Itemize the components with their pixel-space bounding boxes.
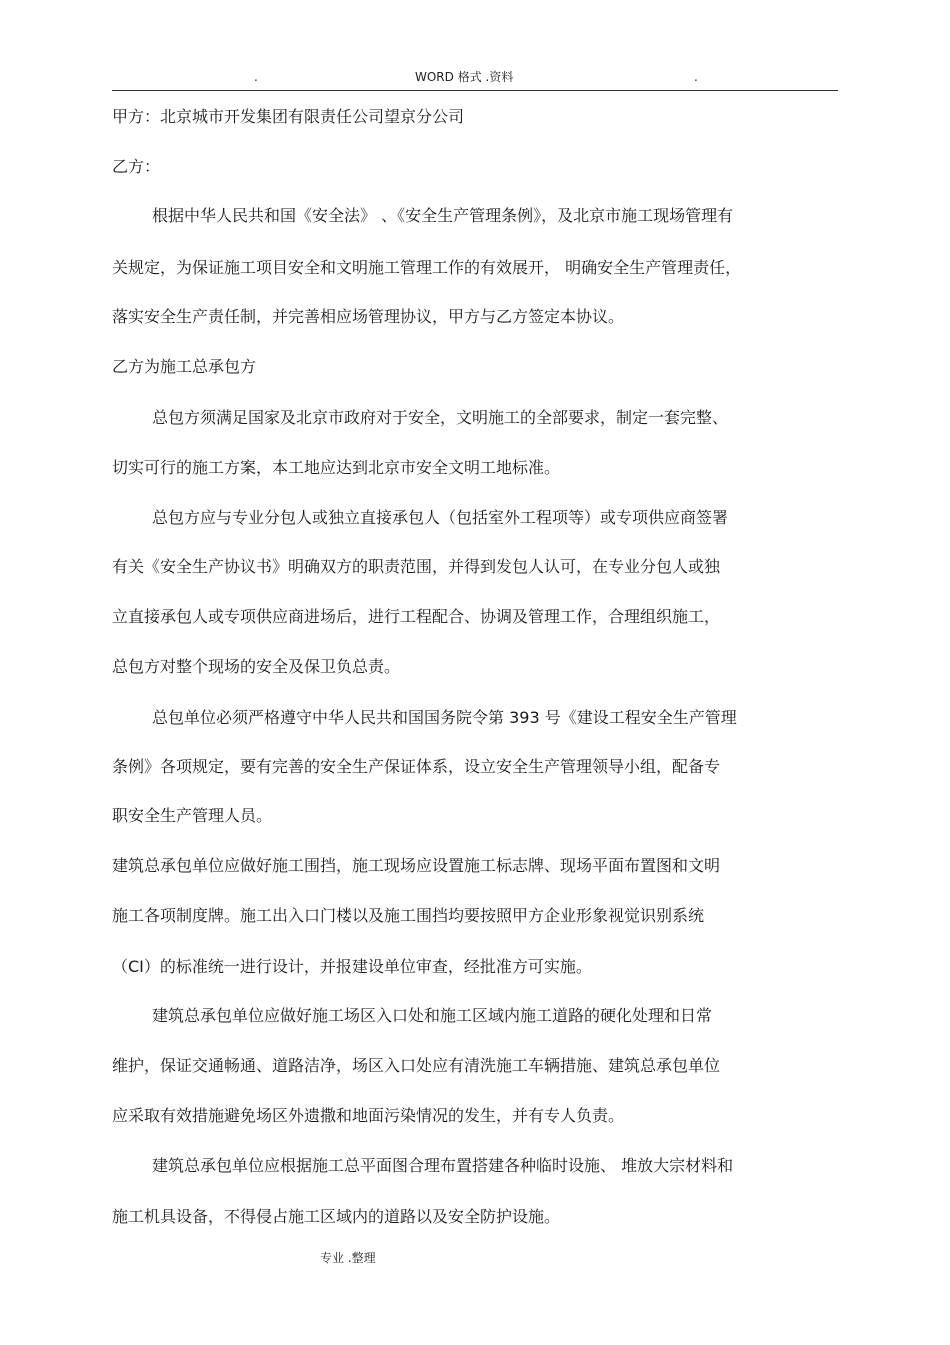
paragraph-line: 总包方须满足国家及北京市政府对于安全，文明施工的全部要求，制定一套完整、 [152,408,729,427]
paragraph-line: 根据中华人民共和国《安全法》 、《安全生产管理条例》，及北京市施工现场管理有 [152,206,734,225]
paragraph-line: （CI）的标准统一进行设计，并报建设单位审查，经批准方可实施。 [112,957,592,976]
paragraph-line: 建筑总承包单位应做好施工场区入口处和施工区域内施工道路的硬化处理和日常 [152,1006,713,1025]
paragraph-line: 职安全生产管理人员。 [112,806,273,825]
paragraph-line: 条例》各项规定，要有完善的安全生产保证体系，设立安全生产管理领导小组，配备专 [112,757,721,776]
paragraph-line: 关规定，为保证施工项目安全和文明施工管理工作的有效展开， 明确安全生产管理责任， [112,258,742,277]
header-dot-left: . [254,70,258,84]
paragraph-line: 应采取有效措施避免场区外遗撒和地面污染情况的发生，并有专人负责。 [112,1106,625,1125]
paragraph-line: 建筑总承包单位应做好施工围挡，施工现场应设置施工标志牌、现场平面布置图和文明 [112,856,721,875]
paragraph-line: 施工各项制度牌。施工出入口门楼以及施工围挡均要按照甲方企业形象视觉识别系统 [112,906,705,925]
paragraph-line: 维护，保证交通畅通、道路洁净，场区入口处应有清洗施工车辆措施、建筑总承包单位 [112,1056,721,1075]
paragraph-line: 总包单位必须严格遵守中华人民共和国国务院令第 393 号《建设工程安全生产管理 [152,708,737,727]
header-dot-right: . [694,70,698,84]
section-heading: 乙方为施工总承包方 [112,357,257,376]
paragraph-line: 总包方对整个现场的安全及保卫负总责。 [112,657,401,676]
paragraph-line: 立直接承包人或专项供应商进场后，进行工程配合、协调及管理工作，合理组织施工， [112,607,721,626]
header-rule [112,90,838,91]
party-b-line: 乙方： [112,157,161,176]
paragraph-line: 落实安全生产责任制，并完善相应场管理协议，甲方与乙方签定本协议。 [112,307,625,326]
paragraph-line: 施工机具设备，不得侵占施工区域内的道路以及安全防护设施。 [112,1207,561,1226]
paragraph-line: 切实可行的施工方案，本工地应达到北京市安全文明工地标准。 [112,458,561,477]
paragraph-line: 总包方应与专业分包人或独立直接承包人（包括室外工程项等）或专项供应商签署 [152,508,729,527]
page-header [112,66,838,90]
paragraph-line: 有关《安全生产协议书》明确双方的职责范围，并得到发包人认可，在专业分包人或独 [112,557,721,576]
paragraph-line: 建筑总承包单位应根据施工总平面图合理布置搭建各种临时设施、 堆放大宗材料和 [152,1156,734,1175]
party-a-line: 甲方：北京城市开发集团有限责任公司望京分公司 [112,107,465,126]
page-footer: 专业 .整理 [320,1251,376,1265]
header-title: WORD 格式 .资料 [415,70,514,84]
